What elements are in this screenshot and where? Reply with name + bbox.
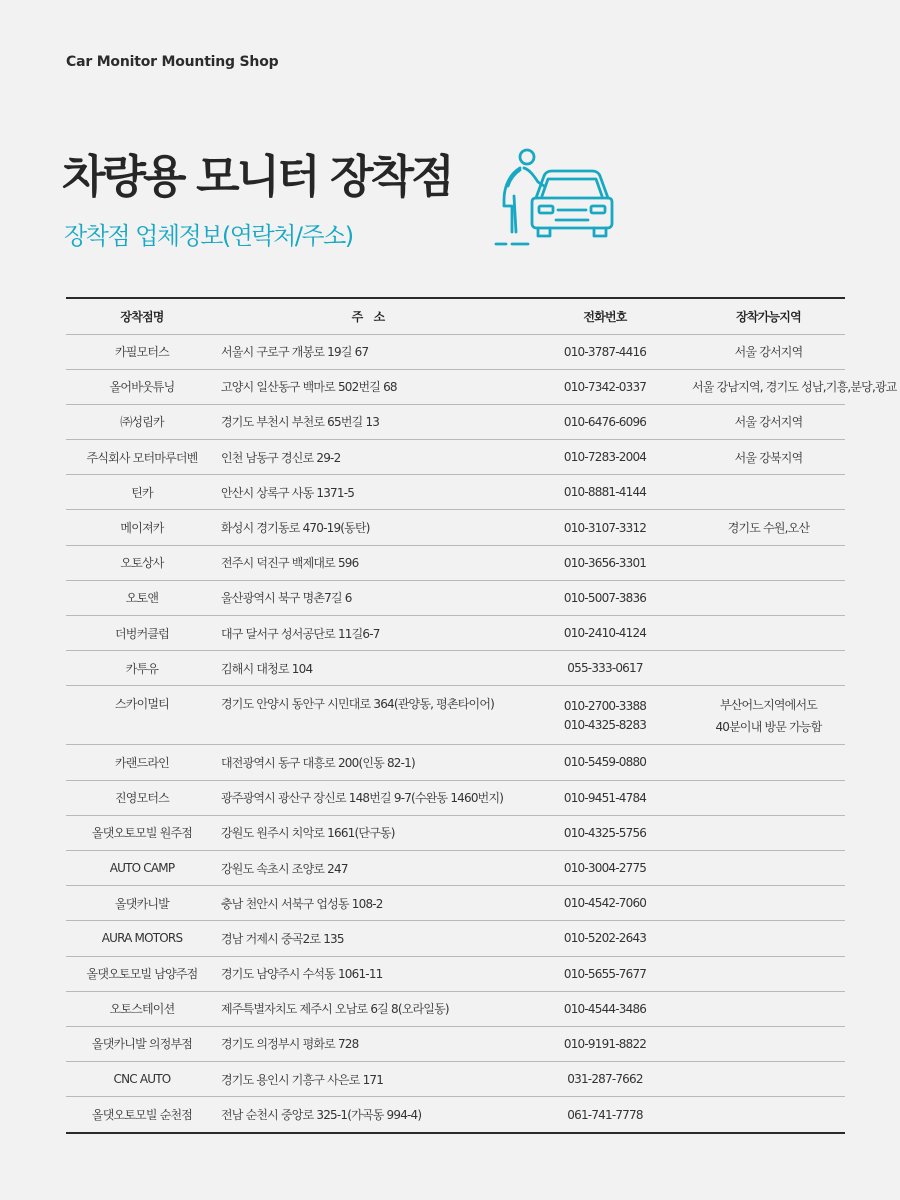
cell-name: 메이져카 [66, 510, 218, 545]
table-row [66, 1026, 845, 1061]
cell-phone: 010-5007-3836 [518, 580, 692, 615]
header-address: 주 소 [218, 299, 518, 334]
cell-area [692, 956, 845, 991]
cell-area-line2: 40분이내 방문 가능함 [715, 719, 822, 734]
cell-phone: 010-6476-6096 [518, 404, 692, 439]
cell-phone-line1: 010-2700-3388 [563, 698, 647, 713]
cell-phone: 010-3107-3312 [518, 510, 692, 545]
table-row [66, 921, 845, 956]
table-row [66, 616, 845, 651]
cell-phone [518, 686, 692, 745]
table-row [66, 334, 845, 369]
shop-table [66, 297, 897, 1134]
cell-name: 오토상사 [66, 545, 218, 580]
cell-address: 경기도 의정부시 평화로 728 [218, 1026, 518, 1061]
cell-area [692, 921, 845, 956]
cell-address: 안산시 상록구 사동 1371-5 [218, 475, 518, 510]
cell-phone: 010-5202-2643 [518, 921, 692, 956]
cell-area [692, 475, 845, 510]
cell-name: 오토앤 [66, 580, 218, 615]
table-row [66, 956, 845, 991]
cell-address: 강원도 속초시 조양로 247 [218, 850, 518, 885]
cell-name: 올댓오토모빌 원주점 [66, 815, 218, 850]
cell-address: 광주광역시 광산구 장신로 148번길 9-7(수완동 1460번지) [218, 780, 518, 815]
cell-address: 대전광역시 동구 대흥로 200(인동 82-1) [218, 745, 518, 780]
cell-address: 경기도 남양주시 수석동 1061-11 [218, 956, 518, 991]
table-row [66, 1062, 845, 1097]
cell-address: 서울시 구로구 개봉로 19길 67 [218, 334, 518, 369]
cell-name: ㈜성림카 [66, 404, 218, 439]
cell-phone: 055-333-0617 [518, 651, 692, 686]
cell-phone: 010-3656-3301 [518, 545, 692, 580]
cell-area [692, 780, 845, 815]
cell-address: 김해시 대청로 104 [218, 651, 518, 686]
cell-name: 올댓카니발 의정부점 [66, 1026, 218, 1061]
cell-phone: 010-8881-4144 [518, 475, 692, 510]
cell-phone-line2: 010-4325-8283 [563, 717, 647, 732]
cell-address: 경기도 안양시 동안구 시민대로 364(관양동, 평촌타이어) [218, 686, 518, 745]
table-row [66, 545, 845, 580]
cell-name: 카필모터스 [66, 334, 218, 369]
cell-address: 대구 달서구 성서공단로 11길6-7 [218, 616, 518, 651]
cell-phone: 010-3004-2775 [518, 850, 692, 885]
cell-area: 서울 강북지역 [692, 440, 845, 475]
cell-area: 서울 강서지역 [692, 334, 845, 369]
cell-name: 카랜드라인 [66, 745, 218, 780]
cell-name: AURA MOTORS [66, 921, 218, 956]
cell-name: AUTO CAMP [66, 850, 218, 885]
cell-phone: 010-4325-5756 [518, 815, 692, 850]
cell-address: 고양시 일산동구 백마로 502번길 68 [218, 369, 518, 404]
header-name: 장착점명 [66, 299, 218, 334]
cell-area [692, 686, 845, 745]
cell-name: 오토스테이션 [66, 991, 218, 1026]
cell-phone: 010-3787-4416 [518, 334, 692, 369]
cell-address: 전남 순천시 중앙로 325-1(가곡동 994-4) [221, 1108, 422, 1123]
cell-address: 화성시 경기동로 470-19(동탄) [218, 510, 518, 545]
cell-name: 스카이멀티 [66, 686, 218, 745]
cell-name: CNC AUTO [66, 1062, 218, 1097]
table-row [66, 404, 845, 439]
table-row [66, 815, 845, 850]
table-row [66, 369, 845, 404]
cell-phone: 010-7283-2004 [518, 440, 692, 475]
table-row [66, 580, 845, 615]
cell-address: 경기도 용인시 기흥구 사은로 171 [218, 1062, 518, 1097]
cell-area [692, 850, 845, 885]
cell-phone: 061-741-7778 [567, 1107, 643, 1122]
cell-name: 올댓오토모빌 순천점 [91, 1108, 193, 1123]
cell-area: 서울 강남지역, 경기도 성남,기흥,분당,광교 [692, 369, 845, 404]
cell-phone: 010-4542-7060 [518, 886, 692, 921]
cell-phone: 010-5655-7677 [518, 956, 692, 991]
table-row [66, 440, 845, 475]
cell-name: 더벙커클럽 [66, 616, 218, 651]
cell-name: 카투유 [66, 651, 218, 686]
cell-area [692, 1026, 845, 1061]
cell-area: 경기도 수원,오산 [692, 510, 845, 545]
cell-address: 경남 거제시 중곡2로 135 [218, 921, 518, 956]
cell-area [692, 651, 845, 686]
cell-area [692, 1062, 845, 1097]
cell-area [692, 991, 845, 1026]
table-row [66, 686, 845, 745]
cell-address: 제주특별자치도 제주시 오남로 6길 8(오라일동) [218, 991, 518, 1026]
cell-area-line1: 부산어느지역에서도 [719, 697, 818, 712]
cell-address: 인천 남동구 경신로 29-2 [218, 440, 518, 475]
table-bottom-rule [66, 1132, 845, 1134]
cell-area [692, 815, 845, 850]
table-row [66, 1097, 845, 1132]
cell-area [692, 616, 845, 651]
cell-address: 충남 천안시 서북구 업성동 108-2 [218, 886, 518, 921]
table-row [66, 745, 845, 780]
brand-name: Car Monitor Mounting Shop [66, 54, 279, 70]
cell-area [692, 1097, 845, 1132]
cell-address: 전주시 덕진구 백제대로 596 [218, 545, 518, 580]
cell-phone: 010-2410-4124 [518, 616, 692, 651]
table-header-row [66, 299, 845, 334]
cell-phone: 010-9451-4784 [518, 780, 692, 815]
table-row [66, 651, 845, 686]
cell-name: 올댓카니발 [66, 886, 218, 921]
cell-address: 울산광역시 북구 명촌7길 6 [218, 580, 518, 615]
table-row [66, 850, 845, 885]
header-phone: 전화번호 [518, 299, 692, 334]
cell-name: 주식회사 모터마루더벤 [66, 440, 218, 475]
table-row [66, 475, 845, 510]
cell-phone: 010-4544-3486 [518, 991, 692, 1026]
table-row [66, 510, 845, 545]
cell-address: 경기도 부천시 부천로 65번길 13 [218, 404, 518, 439]
cell-address: 강원도 원주시 치악로 1661(단구동) [218, 815, 518, 850]
cell-area [692, 745, 845, 780]
page-subtitle: 장착점 업체정보(연락처/주소) [64, 222, 353, 250]
cell-name: 진영모터스 [66, 780, 218, 815]
cell-area: 서울 강서지역 [692, 404, 845, 439]
cell-name: 틴카 [66, 475, 218, 510]
cell-phone: 031-287-7662 [518, 1062, 692, 1097]
table-row [66, 780, 845, 815]
cell-name: 올어바웃튜닝 [66, 369, 218, 404]
cell-phone: 010-7342-0337 [518, 369, 692, 404]
table-row [66, 886, 845, 921]
mechanic-car-icon [492, 146, 616, 254]
header-area: 장착가능지역 [692, 299, 845, 334]
cell-phone: 010-5459-0880 [518, 745, 692, 780]
cell-name: 올댓오토모빌 남양주점 [66, 956, 218, 991]
cell-area [692, 545, 845, 580]
table-row [66, 991, 845, 1026]
cell-phone: 010-9191-8822 [518, 1026, 692, 1061]
page-title: 차량용 모니터 장착점 [62, 150, 452, 203]
cell-area [692, 886, 845, 921]
cell-area [692, 580, 845, 615]
